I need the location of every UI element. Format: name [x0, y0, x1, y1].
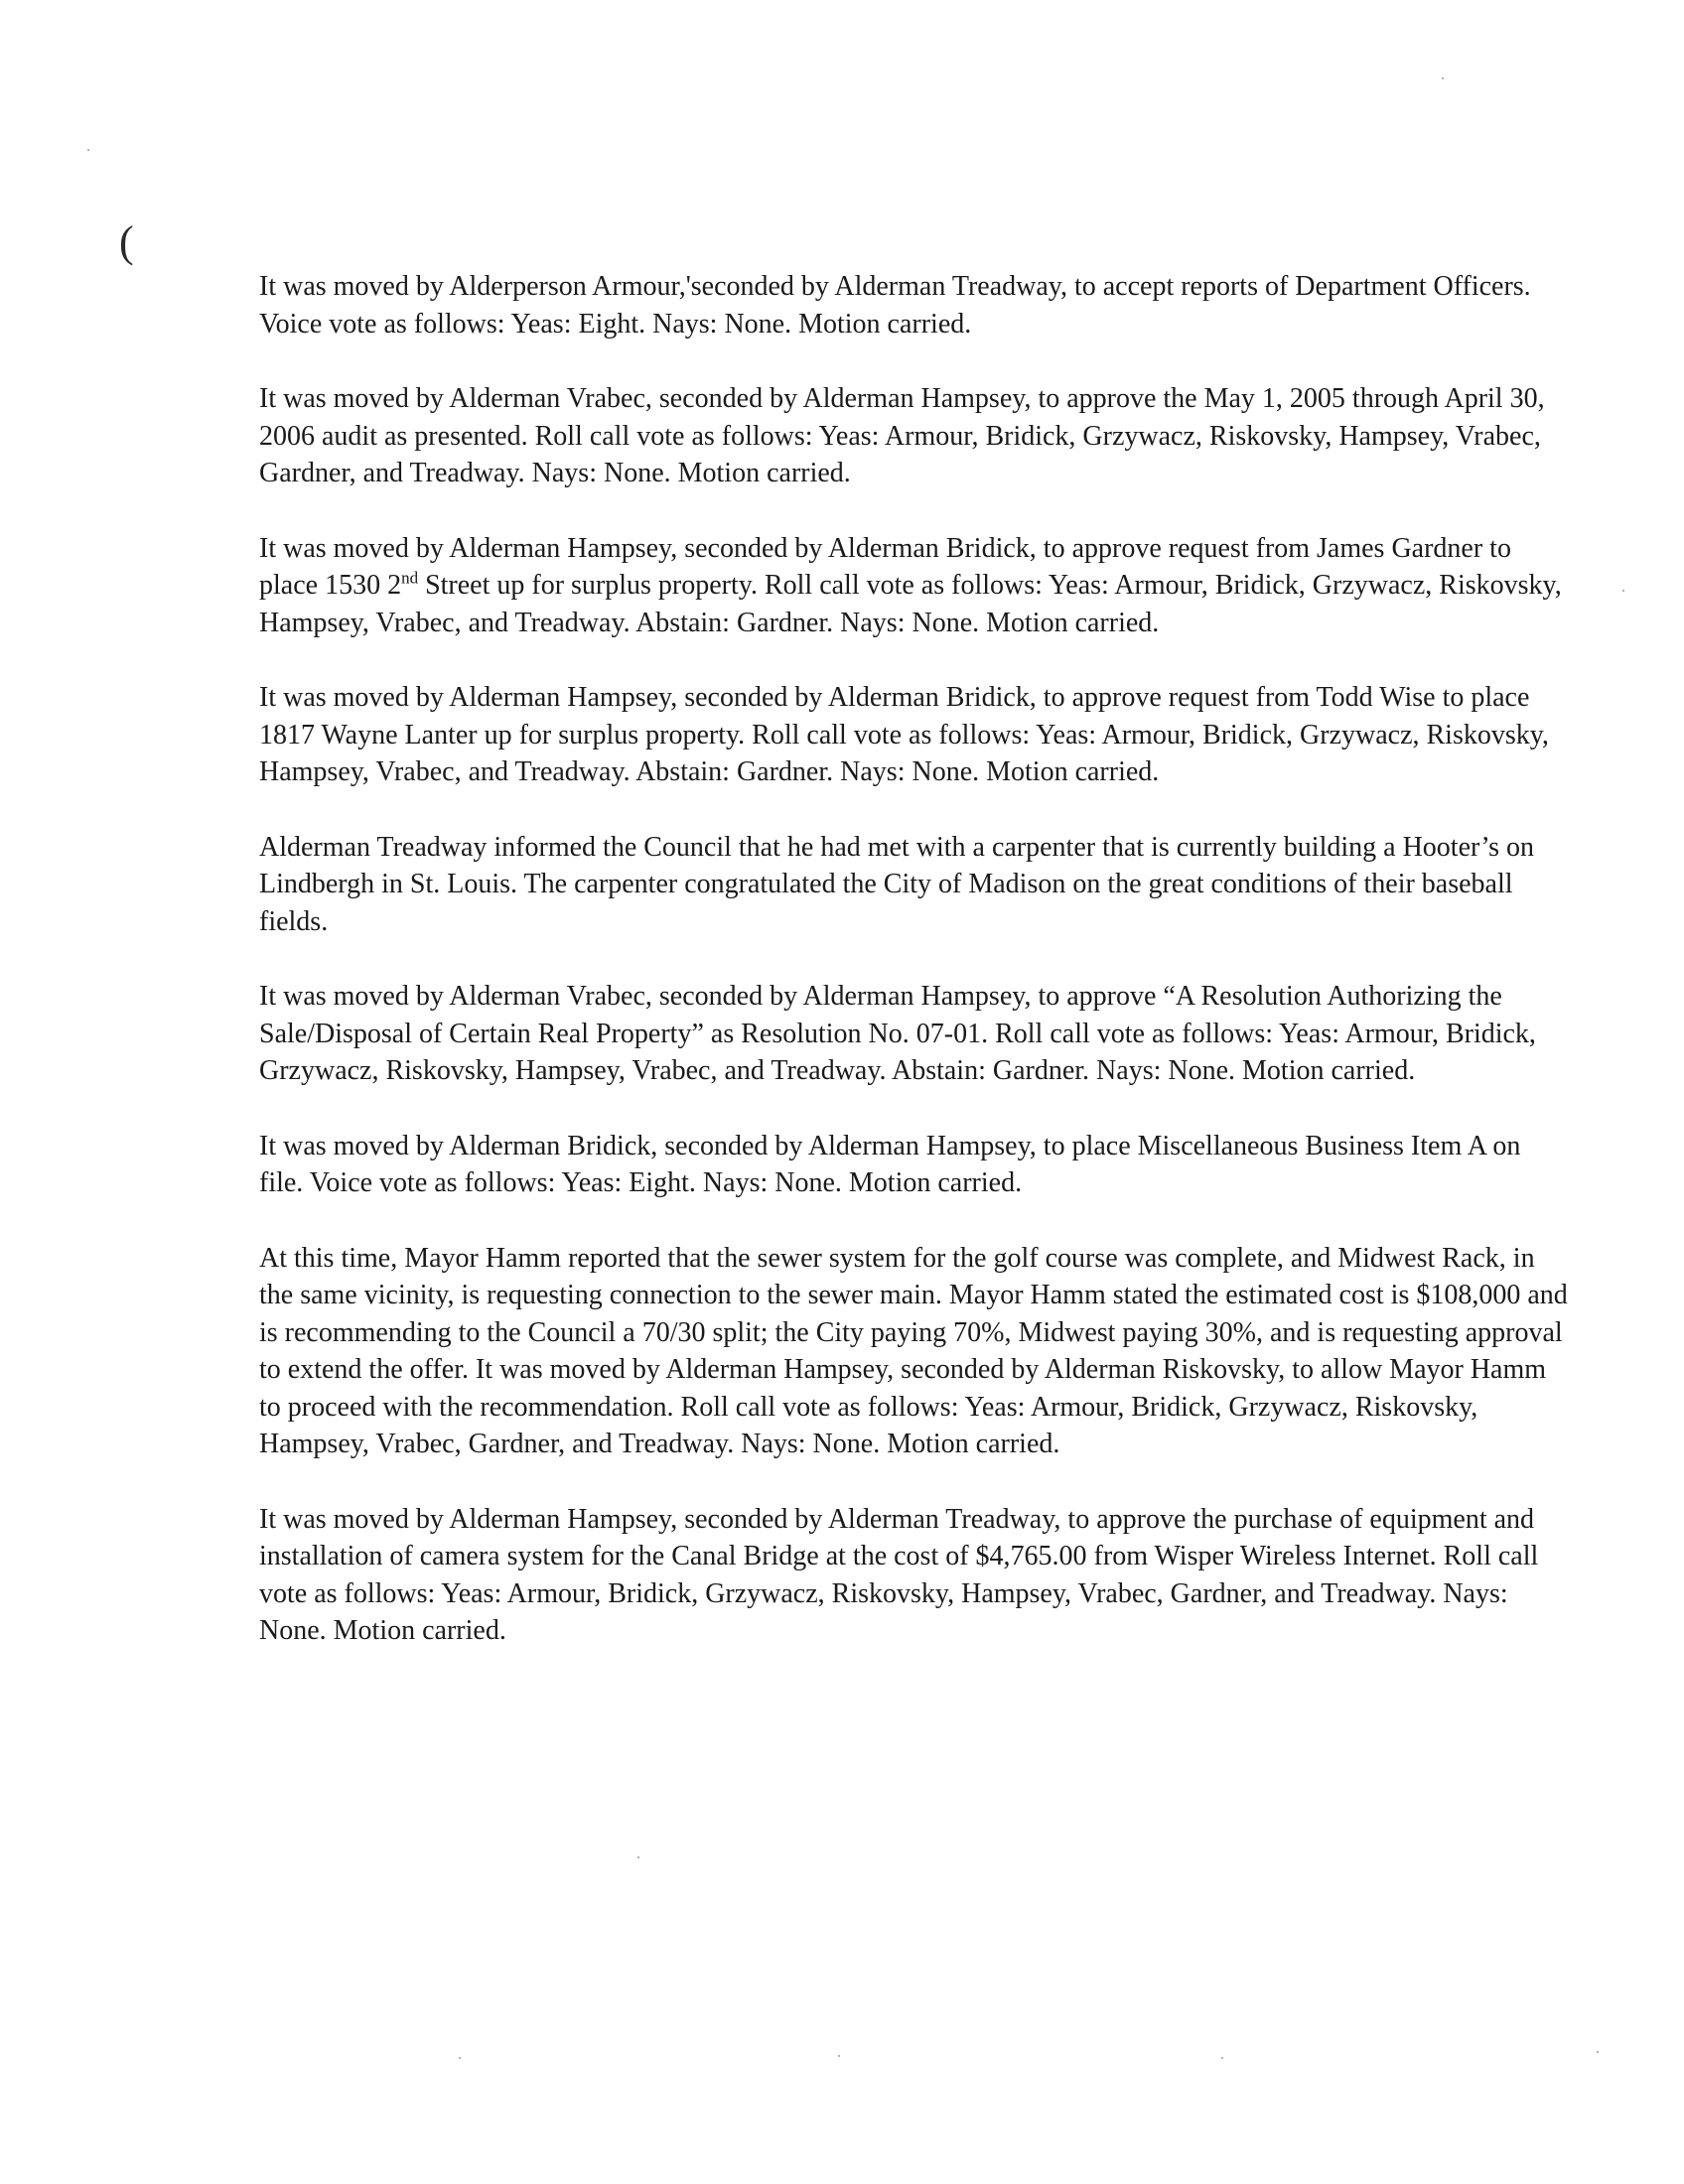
paragraph-text-part: Street up for surplus property. Roll call vote as follows: Yeas: Armour, Bridick, Grzywacz, Riskovsky, Hampsey, Vrabec, and Treadway. Abstain: Gardner. Nays: None. Motion carried. [259, 570, 1562, 638]
paragraph-text-part: It was moved by Alderman Hampsey, seconded by Alderman Bridick, to approve request from James Gardner to place 1530 2 [259, 532, 1511, 601]
paragraph-baseball-fields: Alderman Treadway informed the Council that he had met with a carpenter that is currently building a Hooter’s on Lindbergh in St. Louis. The carpenter congratulated the City of Madison on the great conditions of their baseball fields. [259, 831, 1535, 937]
paragraph-audit-approval: It was moved by Alderman Vrabec, seconded by Alderman Hampsey, to approve the May 1, 2005 through April 30, 2006 audit as presented. Roll call vote as follows: Yeas: Armour, Bridick, Grzywacz, Riskovsky, Hampsey, Vrabec, Gardner, and Treadway. Nays: None. Motion carried. [259, 383, 1545, 488]
scan-speck [1442, 77, 1444, 79]
paragraph-surplus-1817-wayne-lanter: It was moved by Alderman Hampsey, seconded by Alderman Bridick, to approve request from Todd Wise to place 1817 Wayne Lanter up for surplus property. Roll call vote as follows: Yeas: Armour, Bridick, Grzywacz, Riskovsky, Hampsey, Vrabec, and Treadway. Abstain: Gardner. Nays: None. Motion carried. [259, 682, 1549, 787]
paragraph-miscellaneous-business: It was moved by Alderman Bridick, seconded by Alderman Hampsey, to place Miscellaneous Business Item A on file. Voice vote as follows: Yeas: Eight. Nays: None. Motion carried. [259, 1130, 1521, 1198]
margin-parenthesis-mark: ( [119, 217, 134, 266]
scan-speck [87, 149, 89, 151]
scan-speck [637, 1856, 639, 1858]
paragraph-accept-reports: It was moved by Alderperson Armour,'seconded by Alderman Treadway, to accept reports of Department Officers. Voice vote as follows: Yeas: Eight. Nays: None. Motion carried. [259, 271, 1531, 340]
scan-speck [459, 2057, 461, 2059]
scan-speck [1622, 590, 1624, 592]
scan-speck [1597, 2051, 1599, 2053]
paragraph-surplus-1530-2nd-street [259, 530, 1570, 642]
paragraph-resolution-07-01: It was moved by Alderman Vrabec, seconded by Alderman Hampsey, to approve “A Resolution Authorizing the Sale/Disposal of Certain Real Property” as Resolution No. 07-01. Roll call vote as follows: Yeas: Armour, Bridick, Grzywacz, Riskovsky, Hampsey, Vrabec, and Treadway. Abstain: Gardner. Nays: None. Motion carried. [259, 981, 1536, 1086]
scan-speck [838, 2055, 840, 2057]
paragraph-sewer-connection: At this time, Mayor Hamm reported that the sewer system for the golf course was complete, and Midwest Rack, in the same vicinity, is requesting connection to the sewer main. Mayor Hamm stated the estimated cost is $108,000 and is recommending to the Council a 70/30 split; the City paying 70%, Midwest paying 30%, and is requesting approval to extend the offer. It was moved by Alderman Hampsey, seconded by Alderman Riskovsky, to allow Mayor Hamm to proceed with the recommendation. Roll call vote as follows: Yeas: Armour, Bridick, Grzywacz, Riskovsky, Hampsey, Vrabec, Gardner, and Treadway. Nays: None. Motion carried. [259, 1242, 1568, 1459]
minutes-body [259, 268, 1570, 1688]
ordinal-superscript: nd [401, 568, 419, 588]
paragraph-camera-system: It was moved by Alderman Hampsey, seconded by Alderman Treadway, to approve the purchase of equipment and installation of camera system for the Canal Bridge at the cost of $4,765.00 from Wisper Wireless Internet. Roll call vote as follows: Yeas: Armour, Bridick, Grzywacz, Riskovsky, Hampsey, Vrabec, Gardner, and Treadway. Nays: None. Motion carried. [259, 1503, 1539, 1646]
scan-speck [1221, 2057, 1223, 2059]
